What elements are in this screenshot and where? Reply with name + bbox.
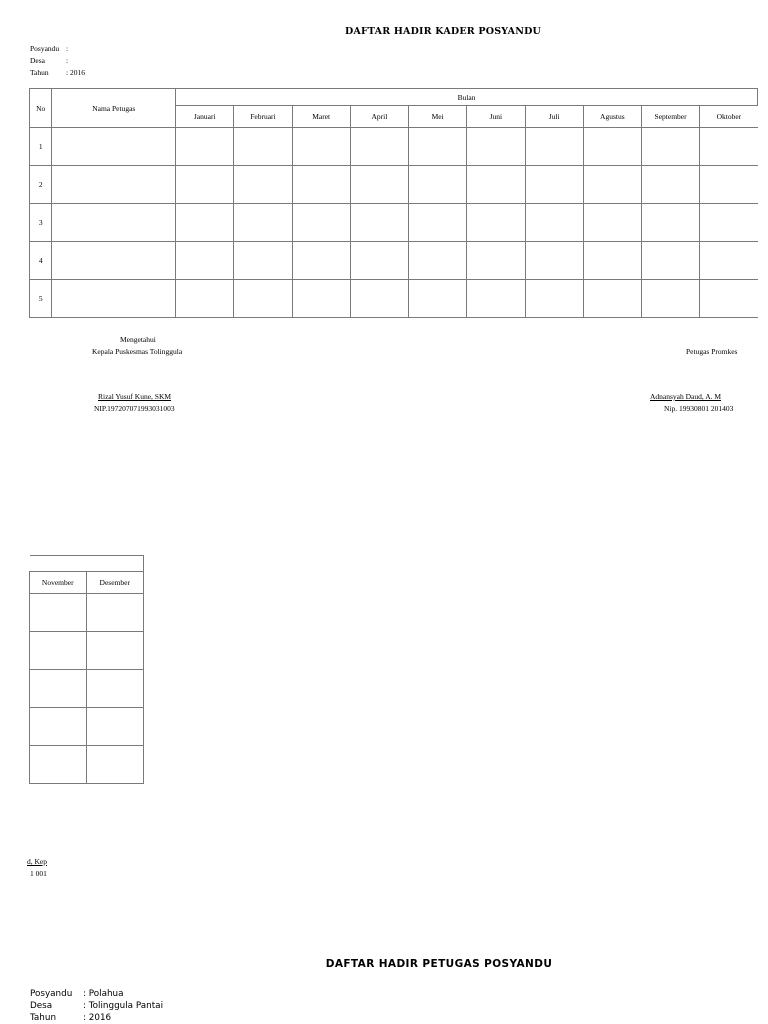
meta-tahun: Tahun : 2016 [30, 1013, 112, 1023]
table-row [30, 128, 758, 166]
month-header: Oktober [700, 106, 758, 128]
month-header: Juni [467, 106, 525, 128]
attendance-cell[interactable] [350, 204, 408, 242]
attendance-cell[interactable] [467, 166, 525, 204]
sign-right-nip: Nip. 19930801 201403 [664, 404, 734, 413]
attendance-cell[interactable] [234, 166, 292, 204]
attendance-cell[interactable] [350, 166, 408, 204]
attendance-cell[interactable] [292, 166, 350, 204]
attendance-cell[interactable] [176, 280, 234, 318]
header-nama-petugas: Nama Petugas [52, 89, 176, 128]
sign-left-name: Rizal Yusuf Kune, SKM [98, 392, 172, 401]
table-row [30, 594, 144, 632]
table-row [30, 280, 758, 318]
table-row [30, 746, 144, 784]
sign-left-line2: Kepala Puskesmas Tolinggula [92, 347, 183, 356]
sign-left-nip: NIP.197207071993031003 [94, 404, 175, 413]
attendance-cell[interactable] [292, 128, 350, 166]
table-row [30, 708, 144, 746]
attendance-cell[interactable] [700, 280, 758, 318]
attendance-cell[interactable] [176, 166, 234, 204]
attendance-cell[interactable] [525, 242, 583, 280]
attendance-cell[interactable] [409, 280, 467, 318]
attendance-cell[interactable] [467, 204, 525, 242]
attendance-cell[interactable] [583, 166, 641, 204]
meta-posyandu: Posyandu : [30, 44, 69, 53]
row-number: 1 [30, 128, 52, 166]
month-header: Agustus [583, 106, 641, 128]
sign-right-role: Petugas Promkes [686, 347, 738, 356]
attendance-cell[interactable] [641, 204, 699, 242]
month-header: Mei [409, 106, 467, 128]
attendance-cell[interactable] [467, 280, 525, 318]
sign-right-name: Adnansyah Daud, A. M [650, 392, 722, 401]
attendance-cell[interactable] [30, 708, 87, 746]
attendance-cell[interactable] [409, 242, 467, 280]
name-cell[interactable] [52, 242, 176, 280]
attendance-cell[interactable] [86, 670, 143, 708]
attendance-cell[interactable] [350, 242, 408, 280]
row-number: 2 [30, 166, 52, 204]
attendance-cell[interactable] [350, 280, 408, 318]
meta-posyandu: Posyandu : Polahua [30, 989, 124, 999]
attendance-cell[interactable] [525, 128, 583, 166]
attendance-cell[interactable] [525, 166, 583, 204]
attendance-cell[interactable] [292, 204, 350, 242]
attendance-cell[interactable] [641, 280, 699, 318]
form-title: DAFTAR HADIR KADER POSYANDU [344, 26, 542, 37]
table-row [30, 242, 758, 280]
attendance-cell[interactable] [467, 242, 525, 280]
attendance-cell[interactable] [350, 128, 408, 166]
attendance-cell[interactable] [176, 128, 234, 166]
name-cell[interactable] [52, 128, 176, 166]
row-number: 4 [30, 242, 52, 280]
attendance-cell[interactable] [292, 280, 350, 318]
attendance-cell[interactable] [583, 280, 641, 318]
attendance-cell[interactable] [700, 166, 758, 204]
month-header: September [641, 106, 699, 128]
month-header: Februari [234, 106, 292, 128]
attendance-cell[interactable] [583, 128, 641, 166]
attendance-cell[interactable] [234, 280, 292, 318]
sign-left-line1: Mengetahui [120, 335, 156, 344]
attendance-cell[interactable] [234, 128, 292, 166]
nip-fragment: 1 001 [30, 869, 47, 878]
attendance-cell[interactable] [583, 204, 641, 242]
attendance-cell[interactable] [409, 128, 467, 166]
attendance-cell[interactable] [176, 242, 234, 280]
meta-tahun: Tahun : 2016 [30, 68, 85, 77]
header-no: No [30, 89, 52, 128]
attendance-cell[interactable] [176, 204, 234, 242]
attendance-cell[interactable] [234, 204, 292, 242]
attendance-cell[interactable] [700, 128, 758, 166]
name-cell[interactable] [52, 204, 176, 242]
name-cell[interactable] [52, 166, 176, 204]
attendance-cell[interactable] [30, 594, 87, 632]
header-bulan-continued [30, 556, 144, 572]
table-row [30, 204, 758, 242]
attendance-cell[interactable] [86, 594, 143, 632]
attendance-cell[interactable] [86, 632, 143, 670]
attendance-cell[interactable] [409, 166, 467, 204]
meta-desa: Desa : Tolinggula Pantai [30, 1001, 164, 1011]
attendance-cell[interactable] [292, 242, 350, 280]
attendance-cell[interactable] [409, 204, 467, 242]
attendance-cell[interactable] [86, 746, 143, 784]
name-cell[interactable] [52, 280, 176, 318]
month-header: Juli [525, 106, 583, 128]
attendance-cell[interactable] [700, 242, 758, 280]
attendance-cell[interactable] [583, 242, 641, 280]
table-row [30, 166, 758, 204]
attendance-cell[interactable] [641, 166, 699, 204]
attendance-cell[interactable] [641, 242, 699, 280]
sign-fragment: d, Kep [27, 857, 47, 866]
month-header: Januari [176, 106, 234, 128]
attendance-cell[interactable] [525, 204, 583, 242]
month-header: April [350, 106, 408, 128]
attendance-table [29, 88, 758, 318]
form-title-petugas: DAFTAR HADIR PETUGAS POSYANDU [325, 958, 553, 970]
row-number: 3 [30, 204, 52, 242]
attendance-cell[interactable] [700, 204, 758, 242]
attendance-table-continued [29, 555, 144, 784]
attendance-cell[interactable] [30, 670, 87, 708]
month-header: November [30, 572, 87, 594]
month-header: Maret [292, 106, 350, 128]
attendance-cell[interactable] [234, 242, 292, 280]
attendance-cell[interactable] [86, 708, 143, 746]
meta-desa: Desa : [30, 56, 69, 65]
table-row [30, 632, 144, 670]
attendance-cell[interactable] [467, 128, 525, 166]
month-header: Desember [86, 572, 143, 594]
table-row [30, 670, 144, 708]
attendance-cell[interactable] [525, 280, 583, 318]
header-bulan: Bulan [176, 89, 758, 106]
row-number: 5 [30, 280, 52, 318]
attendance-cell[interactable] [641, 128, 699, 166]
attendance-cell[interactable] [30, 632, 87, 670]
attendance-cell[interactable] [30, 746, 87, 784]
